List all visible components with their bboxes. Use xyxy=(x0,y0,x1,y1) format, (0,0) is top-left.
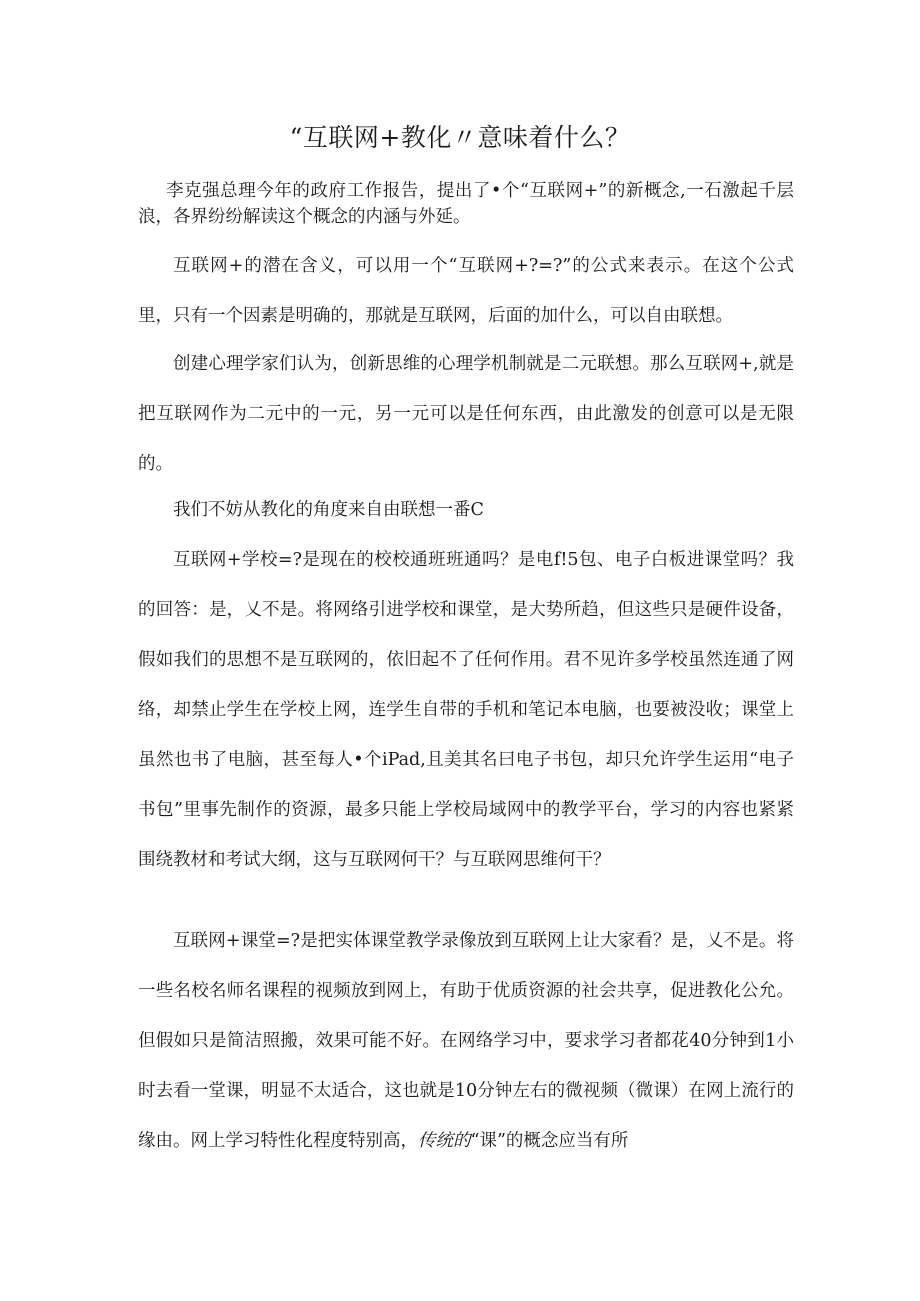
paragraph-intro: 李克强总理今年的政府工作报告，提出了•个“互联网+”的新概念,一石激起千层浪，各界纷纷解读这个概念的内涵与外延。 xyxy=(138,181,794,227)
paragraph-classroom-italic: 传统的 xyxy=(418,1131,471,1151)
page-title: “互联网+教化〃意味着什么？ xyxy=(289,123,631,152)
paragraph-classroom-text: 互联网+课堂=?是把实体课堂教学录像放到互联网上让大家看？是，乂不是。将一些名校名师名课程的视频放到网上，有助于优质资源的社会共享，促进教化公允。但假如只是简洁照搬，效果可能不好。在网络学习中，要求学习者都花40分钟到1小时去看一堂课，明显不太适合，这也就是10分钟左右的微视频（微课）在网上流行的缘由。网上学习特性化程度特别高， xyxy=(138,931,794,1151)
paragraph-formula: 互联网+的潜在含义，可以用一个“互联网+?=?”的公式来表示。在这个公式里，只有一个因素是明确的，那就是互联网，后面的加什么，可以自由联想。 xyxy=(138,256,794,326)
paragraph-binary-association: 创建心理学家们认为，创新思维的心理学机制就是二元联想。那么互联网+,就是把互联网作为二元中的一元，另一元可以是任何东西，由此激发的创意可以是无限的。 xyxy=(138,354,794,474)
paragraph-internet-school: 互联网+学校=?是现在的校校通班班通吗？是电f!5包、电子白板进课堂吗？我的回答：是，乂不是。将网络引进学校和课堂，是大势所趋，但这些只是硬件设备，假如我们的思想不是互联网的，依旧起不了任何作用。君不见许多学校虽然连通了网络，却禁止学生在学校上网，连学生自带的手机和笔记本电脑，也要被没收；课堂上虽然也书了电脑，甚至每人•个iPad,且美其名曰电子书包，却只允许学生运用“电子书包”里事先制作的资源，最多只能上学校局域网中的教学平台，学习的内容也紧紧围绕教材和考试大纲，这与互联网何干？与互联网思维何干？ xyxy=(138,550,794,870)
paragraph-internet-classroom xyxy=(138,916,794,1166)
paragraph-classroom-tail: “课”的概念应当有所 xyxy=(470,1131,629,1151)
paragraph-education-intro: 我们不妨从教化的角度来自由联想一番C xyxy=(173,500,484,520)
